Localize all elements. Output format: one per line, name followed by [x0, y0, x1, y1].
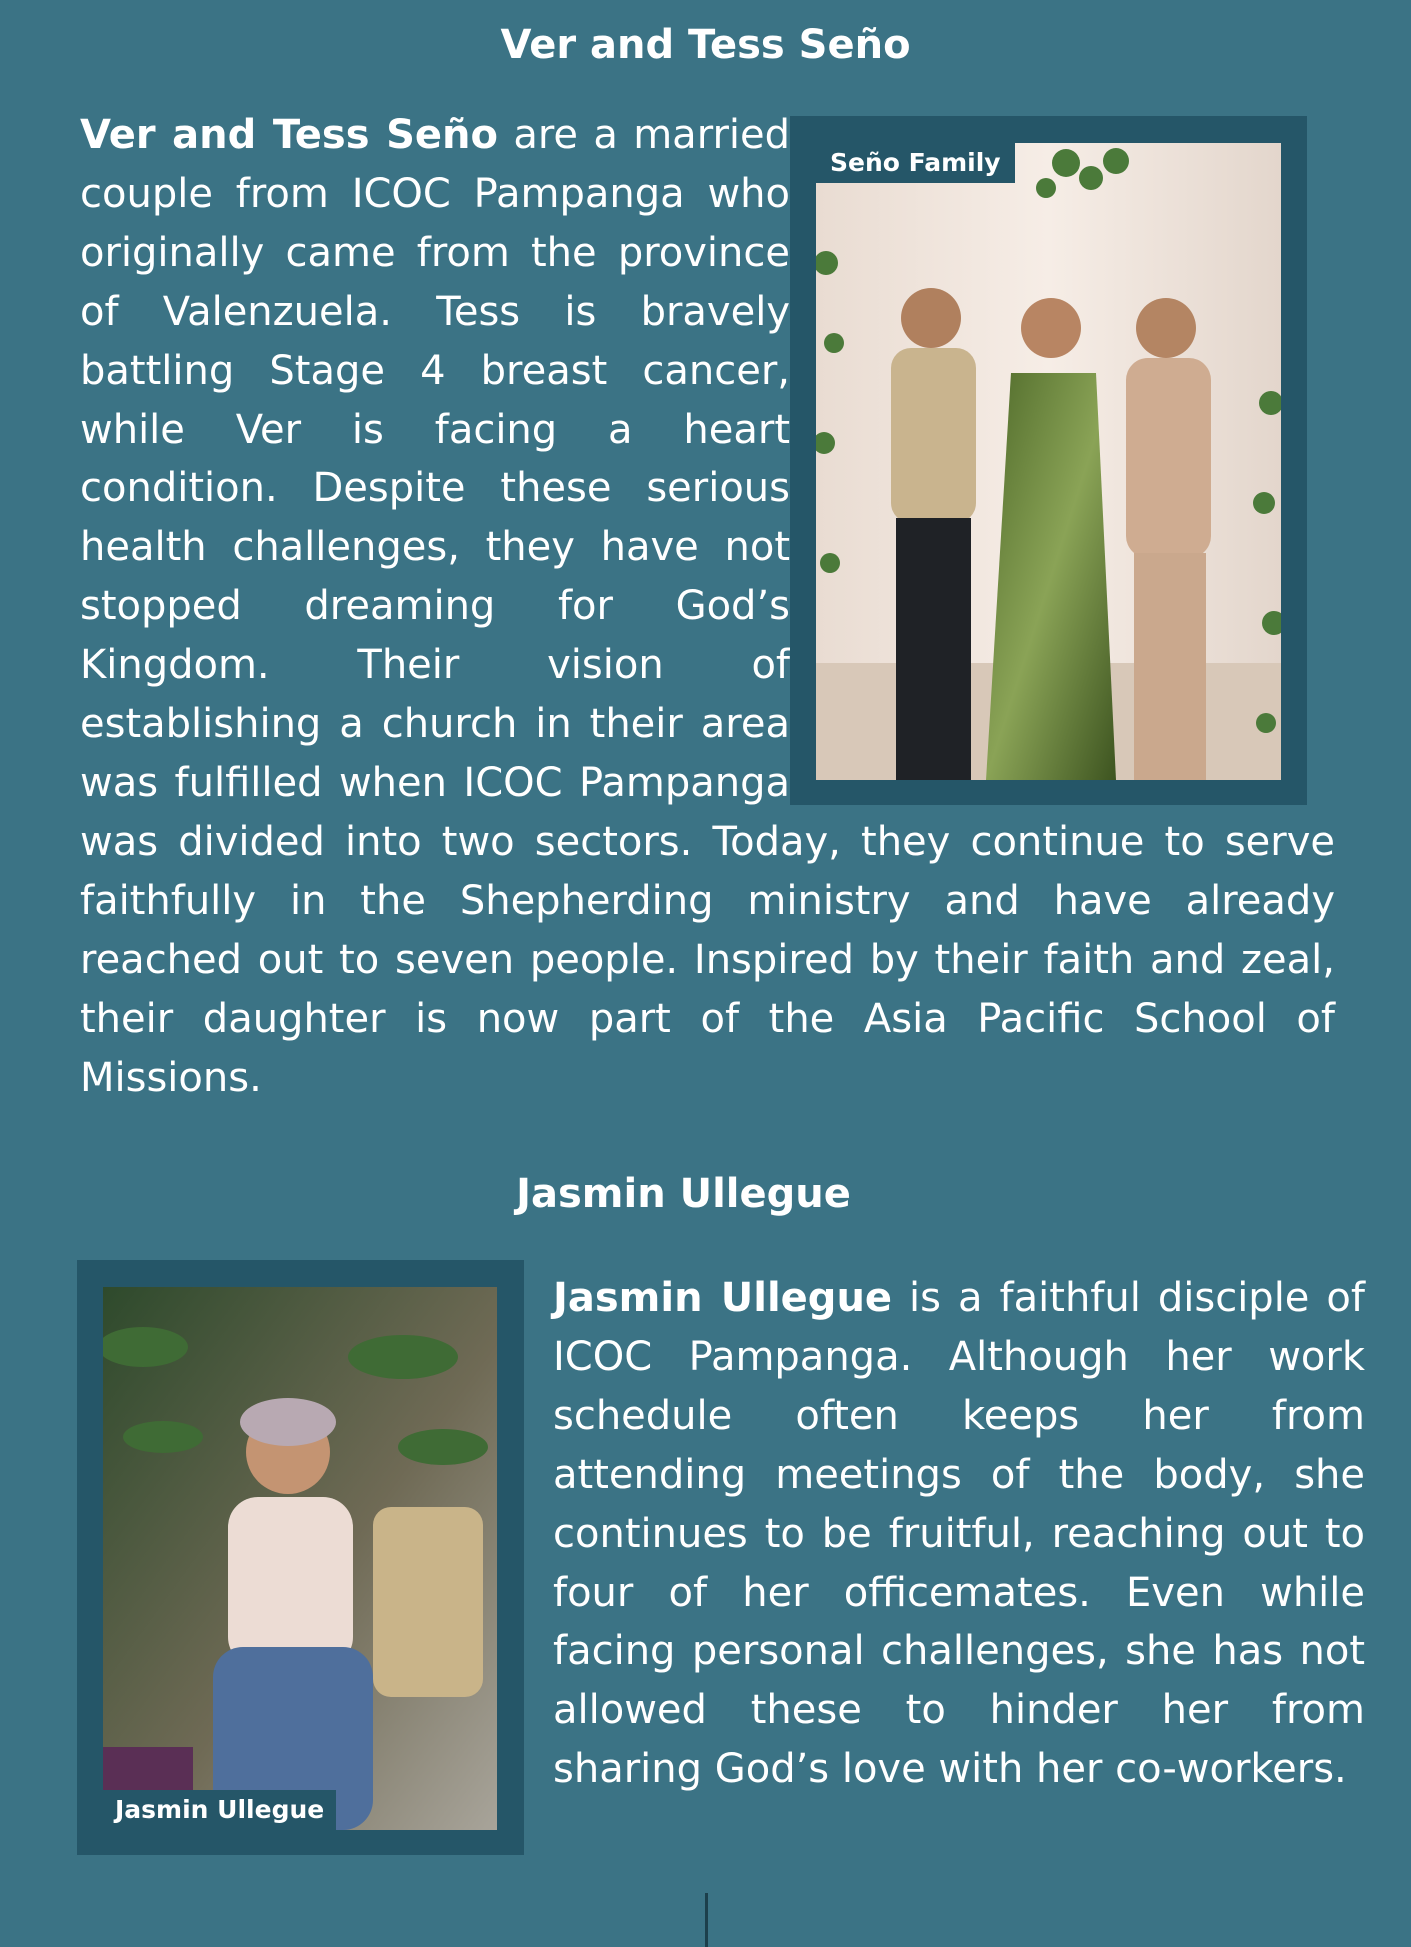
body-text-seno: are a married couple from ICOC Pampanga who originally came from the province of Valenzuela. Tess is bravely battling Stage 4 breast cancer, while Ver is facing a heart condition. Despite these serious health challenges, they have not stopped dreaming for God’s Kingdom. Their vision of establishing a church in their area was fulfilled when ICOC Pampanga was divided into two sectors. Today, they continue to serve faithfully in the Shepherding ministry and have already reached out to seven people. Inspired by their faith and zeal, their daughter is now part of the Asia Pacific School of Missions. [80, 112, 1335, 1101]
photo-frame-seno-family [790, 106, 1355, 809]
section-body-jasmin [553, 1269, 1365, 1799]
section-title-seno: Ver and Tess Seño [500, 22, 911, 68]
name-bold-seno: Ver and Tess Seño [80, 112, 498, 158]
photo-frame-jasmin [77, 1260, 524, 1855]
photo-caption-seno-family: Seño Family [816, 143, 1015, 183]
body-text-jasmin: is a faithful disciple of ICOC Pampanga. Although her work schedule often keeps her from attending meetings of the body, she continues to be fruitful, reaching out to four of her officemates. Even while facing personal challenges, she has not allowed these to hinder her from sharing God’s love with her co-workers. [553, 1275, 1365, 1793]
page-divider-line [705, 1893, 708, 1947]
photo-caption-jasmin: Jasmin Ullegue [103, 1790, 336, 1830]
jasmin-photo [103, 1287, 497, 1830]
paragraph-jasmin [553, 1269, 1365, 1799]
section-title-jasmin: Jasmin Ullegue [516, 1171, 851, 1217]
photo-frame-inner [790, 116, 1307, 805]
section-body-seno [80, 106, 1335, 1107]
seno-family-photo [816, 143, 1281, 780]
name-bold-jasmin: Jasmin Ullegue [553, 1275, 893, 1321]
